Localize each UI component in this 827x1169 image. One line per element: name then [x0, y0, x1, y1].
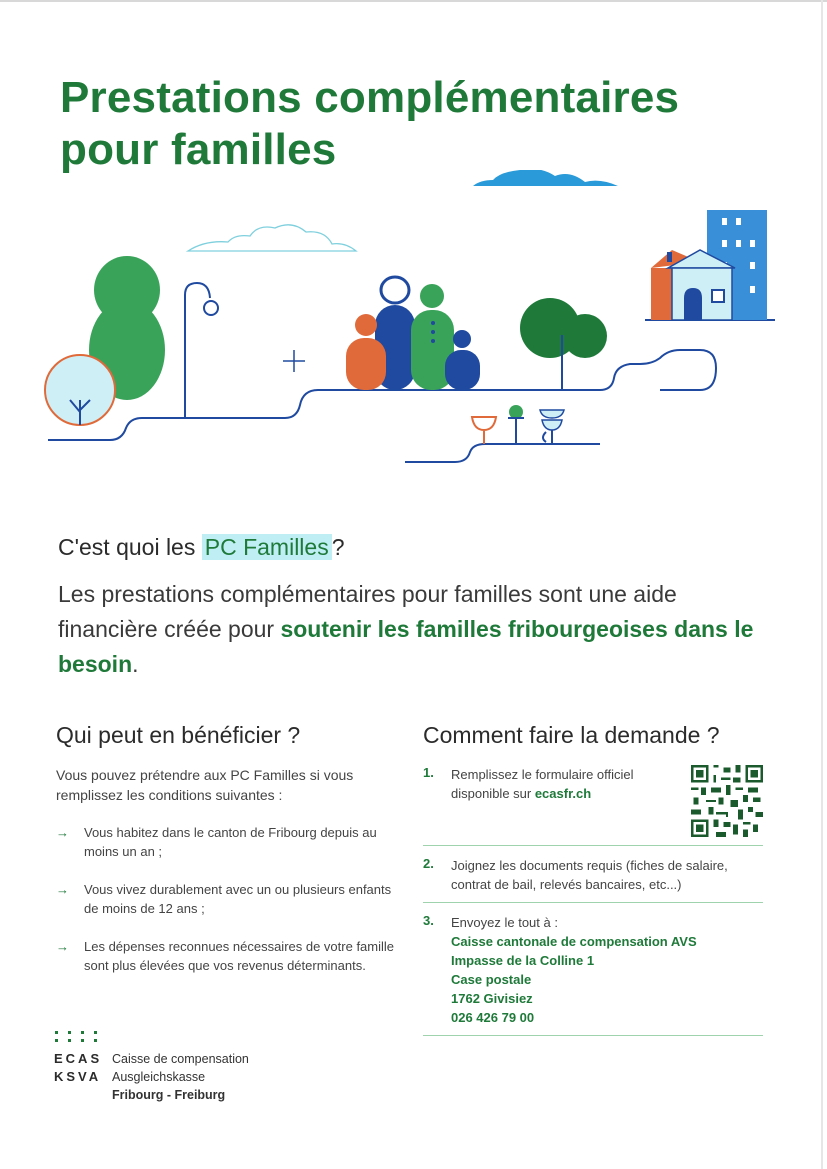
address-block — [451, 932, 763, 1027]
tree-dark-2 — [563, 314, 607, 358]
intro-plain: Les prestations complémentaires pour familles sont une aide financière créée pour — [58, 581, 677, 642]
flower-3 — [540, 410, 564, 430]
step-text: Envoyez le tout à : — [451, 915, 558, 930]
howto-heading: Comment faire la demande ? — [423, 722, 720, 748]
question-highlight: PC Familles — [202, 534, 332, 560]
question-prefix: C'est quoi les — [58, 534, 202, 560]
person-orange-head — [355, 314, 377, 336]
phone-number: 026 426 79 00 — [451, 1010, 535, 1025]
person-orange-body — [346, 338, 386, 390]
step-text: Joignez les documents requis (fiches de salaire, contrat de bail, relevés bancaires, etc...) — [451, 858, 728, 892]
intro-end: . — [132, 651, 139, 677]
intro-bold: soutenir les familles fribourgeoises dans le besoin — [58, 616, 754, 677]
logo-brand — [54, 1050, 102, 1086]
logo-brand-fr: ECAS — [54, 1051, 103, 1066]
intro-paragraph — [58, 577, 758, 682]
arrow-right-icon: → — [56, 882, 69, 897]
lamp-bulb — [204, 301, 218, 315]
page-title — [60, 72, 760, 176]
step-1 — [423, 765, 763, 846]
sparkle — [283, 350, 305, 372]
logo-names — [112, 1050, 332, 1104]
eligibility-text: Vous pouvez prétendre aux PC Familles si vous remplissez les conditions suivantes : — [56, 767, 354, 803]
house-window — [712, 290, 724, 302]
step-number: 2. — [423, 856, 434, 871]
step-number: 1. — [423, 765, 434, 780]
scan-edge-top — [0, 0, 827, 2]
step-number: 3. — [423, 913, 434, 928]
address-line: Impasse de la Colline 1 — [451, 953, 595, 968]
arrow-right-icon: → — [56, 939, 69, 954]
ground-path-lower — [405, 444, 600, 462]
howto-section — [423, 722, 763, 1046]
step-2 — [423, 856, 763, 903]
person-green-head — [420, 284, 444, 308]
eligibility-heading: Qui peut en bénéficier ? — [56, 722, 301, 748]
list-item — [56, 823, 401, 861]
eligibility-list — [56, 823, 401, 975]
title-line-1: Prestations complémentaires — [60, 73, 680, 122]
logo-name-de: Ausgleichskasse — [112, 1070, 206, 1084]
cloud-outline — [188, 225, 356, 251]
address-line: 1762 Givisiez — [451, 991, 533, 1006]
eligibility-section — [56, 722, 401, 994]
cloud-blue — [473, 170, 618, 186]
list-item-text: Vous vivez durablement avec un ou plusieurs enfants de moins de 12 ans ; — [84, 882, 392, 916]
step-1-text: Remplissez le formulaire officiel disponible sur — [451, 767, 634, 801]
qr-code-icon[interactable] — [691, 765, 763, 837]
address-line: Caisse cantonale de compensation AVS — [451, 934, 697, 949]
person-child-head — [453, 330, 471, 348]
question-heading — [58, 534, 345, 561]
arrow-right-icon: → — [56, 825, 69, 840]
list-item — [56, 880, 401, 918]
question-suffix: ? — [331, 534, 345, 560]
flower-2 — [509, 405, 523, 419]
step-3 — [423, 913, 763, 1036]
flower-1 — [472, 417, 496, 444]
logo-name-fr: Caisse de compensation — [112, 1052, 249, 1066]
website-link[interactable]: ecasfr.ch — [534, 786, 592, 801]
house-door — [684, 288, 702, 320]
person-child-body — [445, 350, 480, 390]
logo-brand-de: KSVA — [54, 1069, 102, 1084]
logo-location: Fribourg - Freiburg — [112, 1088, 226, 1102]
list-item-text: Les dépenses reconnues nécessaires de votre famille sont plus élevées que vos revenus déterminants. — [84, 939, 395, 973]
list-item — [56, 937, 401, 975]
address-line: Case postale — [451, 972, 532, 987]
step-text — [451, 765, 651, 803]
family-illustration — [0, 170, 827, 480]
list-item-text: Vous habitez dans le canton de Fribourg depuis au moins un an ; — [84, 825, 377, 859]
logo-dots-icon — [54, 1030, 102, 1044]
title-line-2: pour familles — [60, 125, 337, 174]
person-grandma-hair — [381, 277, 409, 303]
